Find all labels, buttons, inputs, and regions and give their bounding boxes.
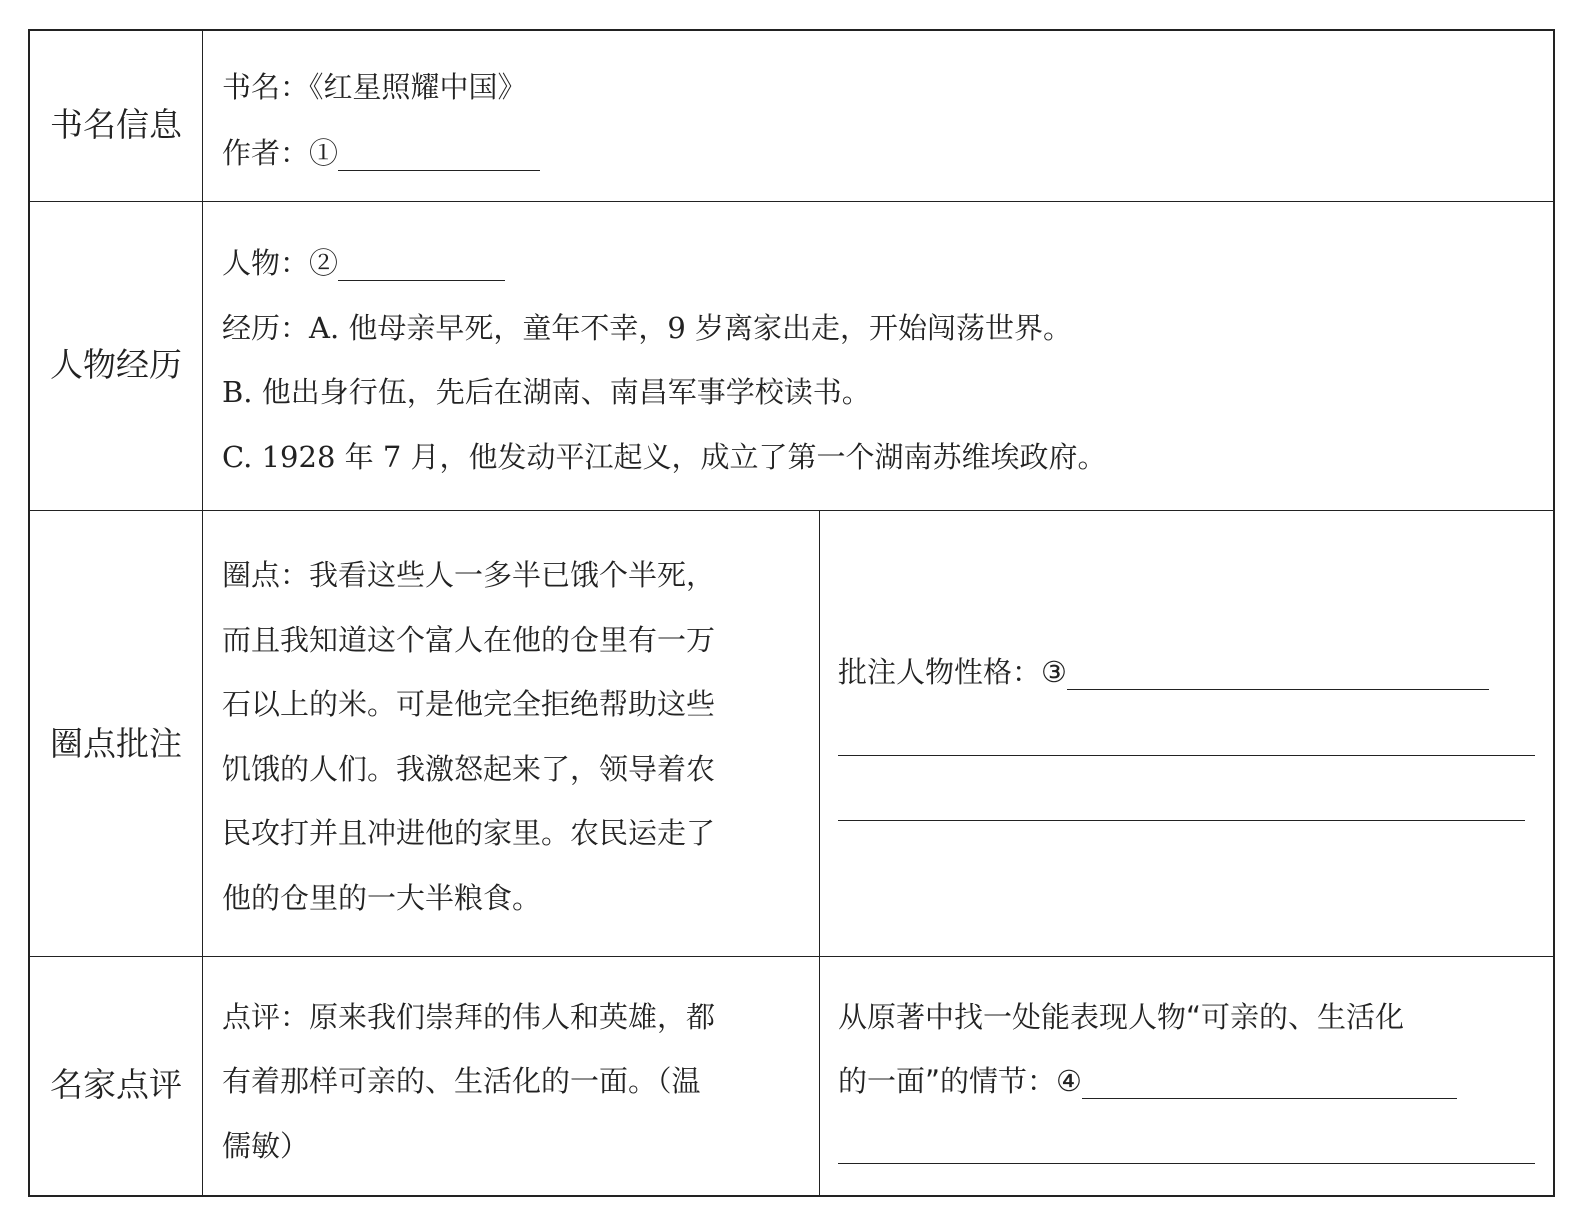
passage-line: 他的仓里的一大半粮食。 [222,881,542,915]
label-person-experience: 人物经历 [50,345,182,384]
row-divider [30,956,1553,957]
reading-table [28,29,1555,1197]
passage-line: 圈点：我看这些人一多半已饿个半死， [222,558,716,592]
review-task-line2 [838,1063,1457,1099]
label-annotation: 圈点批注 [50,724,182,763]
row-divider [30,201,1553,202]
author-prefix: 作者：① [222,136,339,170]
review-blank-line[interactable] [838,1163,1535,1164]
row-divider [30,510,1553,511]
experience-a: 经历：A. 他母亲早死，童年不幸，9 岁离家出走，开始闯荡世界。 [222,311,1073,345]
passage-line: 而且我知道这个富人在他的仓里有一万 [222,623,716,657]
passage-line: 饥饿的人们。我激怒起来了，领导着农 [222,752,716,786]
label-expert-review: 名家点评 [50,1065,182,1104]
review-blank[interactable] [1082,1068,1457,1099]
review-line: 有着那样可亲的、生活化的一面。（温 [222,1064,701,1098]
annotation-prompt: 批注人物性格：③ [838,655,1067,689]
label-book-info: 书名信息 [50,105,182,144]
author-blank[interactable] [338,140,540,171]
person-line [222,245,505,281]
book-title: 书名：《红星照耀中国》 [222,70,527,104]
person-blank[interactable] [338,250,505,281]
column-divider [202,31,203,1195]
review-task-prompt: 的一面”的情节：④ [838,1064,1083,1098]
annotation-blank[interactable] [1067,659,1489,690]
review-line: 点评：原来我们崇拜的伟人和英雄，都 [222,1000,716,1034]
review-line: 儒敏） [222,1129,310,1163]
experience-c: C. 1928 年 7 月，他发动平江起义，成立了第一个湖南苏维埃政府。 [222,440,1107,474]
column-divider [819,510,820,1195]
review-task-line1: 从原著中找一处能表现人物“可亲的、生活化 [838,1000,1405,1034]
annotation-prompt-line [838,654,1489,690]
annotation-blank-line[interactable] [838,755,1535,756]
person-prefix: 人物：② [222,246,339,280]
passage-line: 民攻打并且冲进他的家里。农民运走了 [222,816,716,850]
passage-line: 石以上的米。可是他完全拒绝帮助这些 [222,687,716,721]
author-line [222,135,540,171]
experience-b: B. 他出身行伍，先后在湖南、南昌军事学校读书。 [222,375,871,409]
annotation-blank-line[interactable] [838,820,1525,821]
